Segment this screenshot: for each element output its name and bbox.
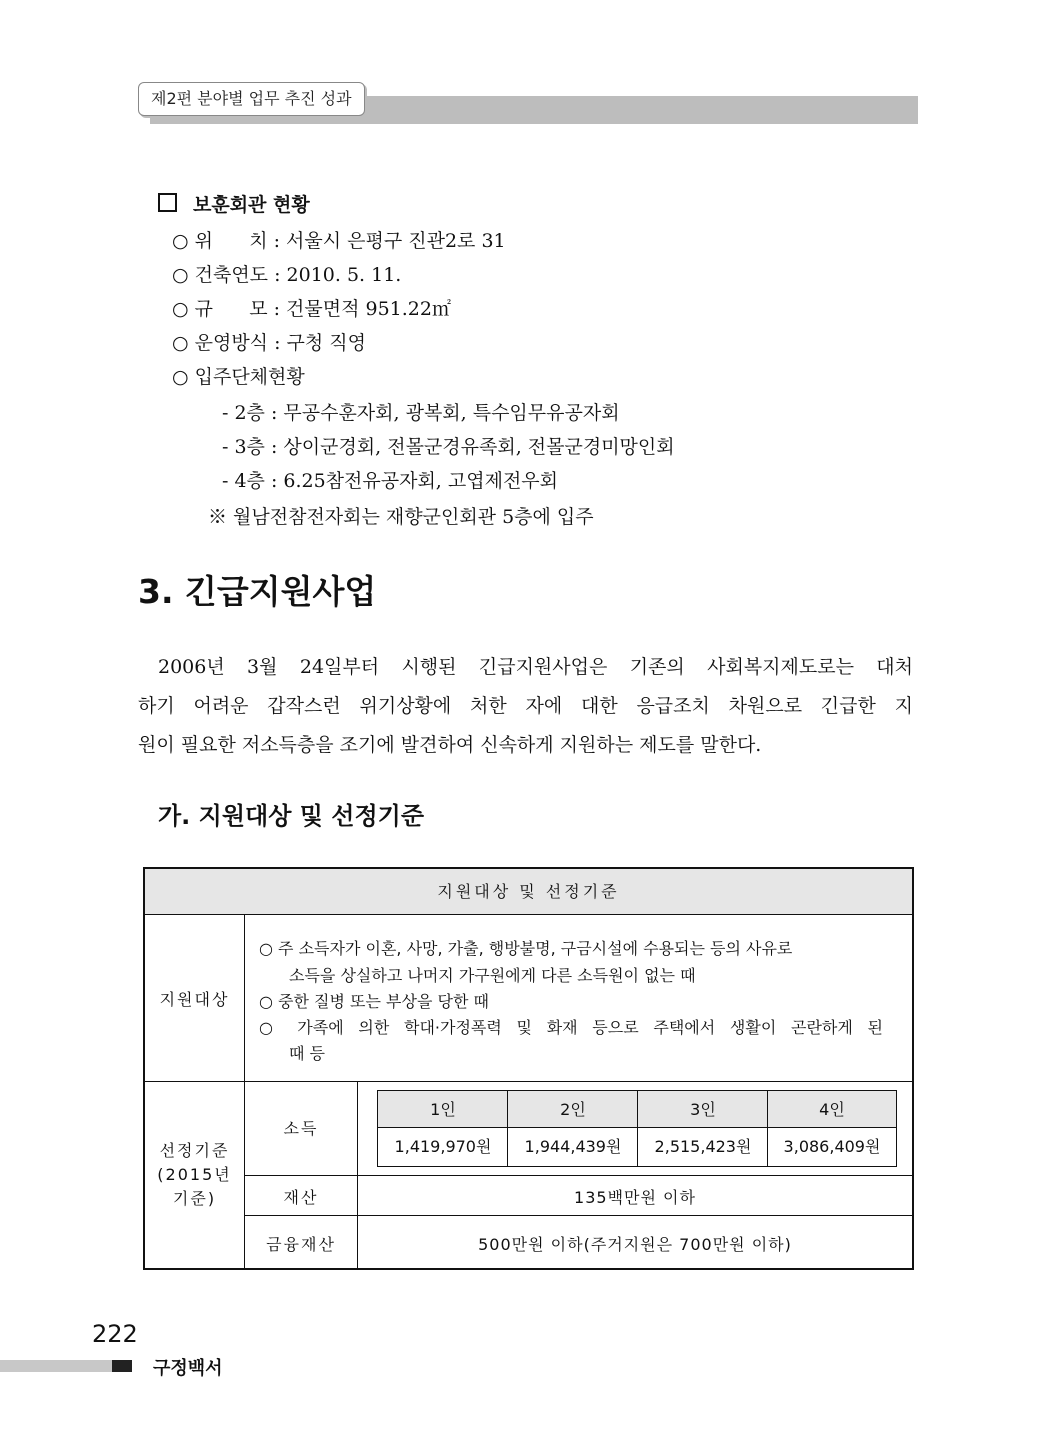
income-value: 1,419,970원 (394, 1137, 492, 1156)
facility-item-scale: ○ 규 모 : 건물면적 951.22㎡ (172, 298, 451, 320)
paragraph-line: 2006년 3월 24일부터 시행된 긴급지원사업은 기존의 사회복지제도로는 대처 (158, 656, 913, 678)
income-divider (767, 1091, 768, 1166)
facility-item-operation: ○ 운영방식 : 구청 직영 (172, 332, 366, 354)
page-number: 222 (92, 1320, 138, 1348)
criteria-table (143, 867, 914, 1270)
target-label: 지원대상 (159, 990, 230, 1009)
table-divider (244, 1215, 912, 1216)
section-heading: 3. 긴급지원사업 (138, 572, 377, 611)
facility-item-location: ○ 위 치 : 서울시 은평구 진관2로 31 (172, 230, 506, 252)
book-title: 구정백서 (153, 1358, 223, 1379)
section-paragraph (138, 648, 913, 765)
income-value: 3,086,409원 (783, 1137, 881, 1156)
floor-3: - 3층 : 상이군경회, 전몰군경유족회, 전몰군경미망인회 (222, 436, 675, 458)
facility-item-year: ○ 건축연도 : 2010. 5. 11. (172, 264, 402, 286)
property-label: 재산 (283, 1188, 319, 1207)
table-divider (244, 1175, 912, 1176)
paragraph-line: 하기 어려운 갑작스런 위기상황에 처한 자에 대한 응급조치 차원으로 긴급한 지 (138, 695, 913, 717)
target-item: 때 등 (289, 1044, 325, 1063)
facility-title: 보훈회관 현황 (193, 194, 310, 216)
target-item: 소득을 상실하고 나머지 가구원에게 다른 소득원이 없는 때 (289, 966, 696, 985)
income-label: 소득 (283, 1119, 319, 1138)
criteria-label-line: 선정기준 (159, 1141, 230, 1160)
criteria-label-line: 기준) (172, 1189, 217, 1208)
facility-title-row (158, 190, 310, 217)
floor-4: - 4층 : 6.25참전유공자회, 고엽제전우회 (222, 470, 559, 492)
floor-2: - 2층 : 무공수훈자회, 광복회, 특수임무유공자회 (222, 402, 620, 424)
income-divider (507, 1091, 508, 1166)
facility-item-tenants: ○ 입주단체현황 (172, 366, 305, 388)
income-header: 3인 (638, 1091, 768, 1128)
income-header: 4인 (768, 1091, 896, 1128)
income-divider (637, 1091, 638, 1166)
criteria-label-line: (2015년 (157, 1165, 232, 1184)
paragraph-line: 원이 필요한 저소득층을 조기에 발견하여 신속하게 지원하는 제도를 말한다. (138, 734, 762, 756)
income-value: 2,515,423원 (654, 1137, 752, 1156)
table-divider (145, 1081, 912, 1082)
income-value: 1,944,439원 (524, 1137, 622, 1156)
finance-value: 500만원 이하(주거지원은 700만원 이하) (478, 1235, 792, 1254)
income-header: 1인 (378, 1091, 508, 1128)
footer-bar (0, 1360, 112, 1372)
target-item: ○ 주 소득자가 이혼, 사망, 가출, 행방불명, 구금시설에 수용되는 등의 사유로 (259, 939, 793, 958)
finance-label: 금융재산 (266, 1235, 336, 1254)
income-header: 2인 (508, 1091, 638, 1128)
table-title: 지원대상 및 선정기준 (145, 869, 912, 915)
criteria-label (145, 1139, 244, 1211)
footer-square-icon (112, 1360, 132, 1372)
target-item: ○ 가족에 의한 학대·가정폭력 및 화재 등으로 주택에서 생활이 곤란하게 된 (259, 1018, 883, 1037)
property-value: 135백만원 이하 (574, 1188, 696, 1207)
income-table (377, 1090, 897, 1167)
facility-note: ※ 월남전참전자회는 재향군인회관 5층에 입주 (208, 506, 594, 528)
checkbox-square-icon (158, 193, 177, 212)
subsection-heading: 가. 지원대상 및 선정기준 (158, 802, 425, 830)
target-item: ○ 중한 질병 또는 부상을 당한 때 (259, 992, 489, 1011)
header-section-tab: 제2편 분야별 업무 추진 성과 (138, 82, 365, 116)
